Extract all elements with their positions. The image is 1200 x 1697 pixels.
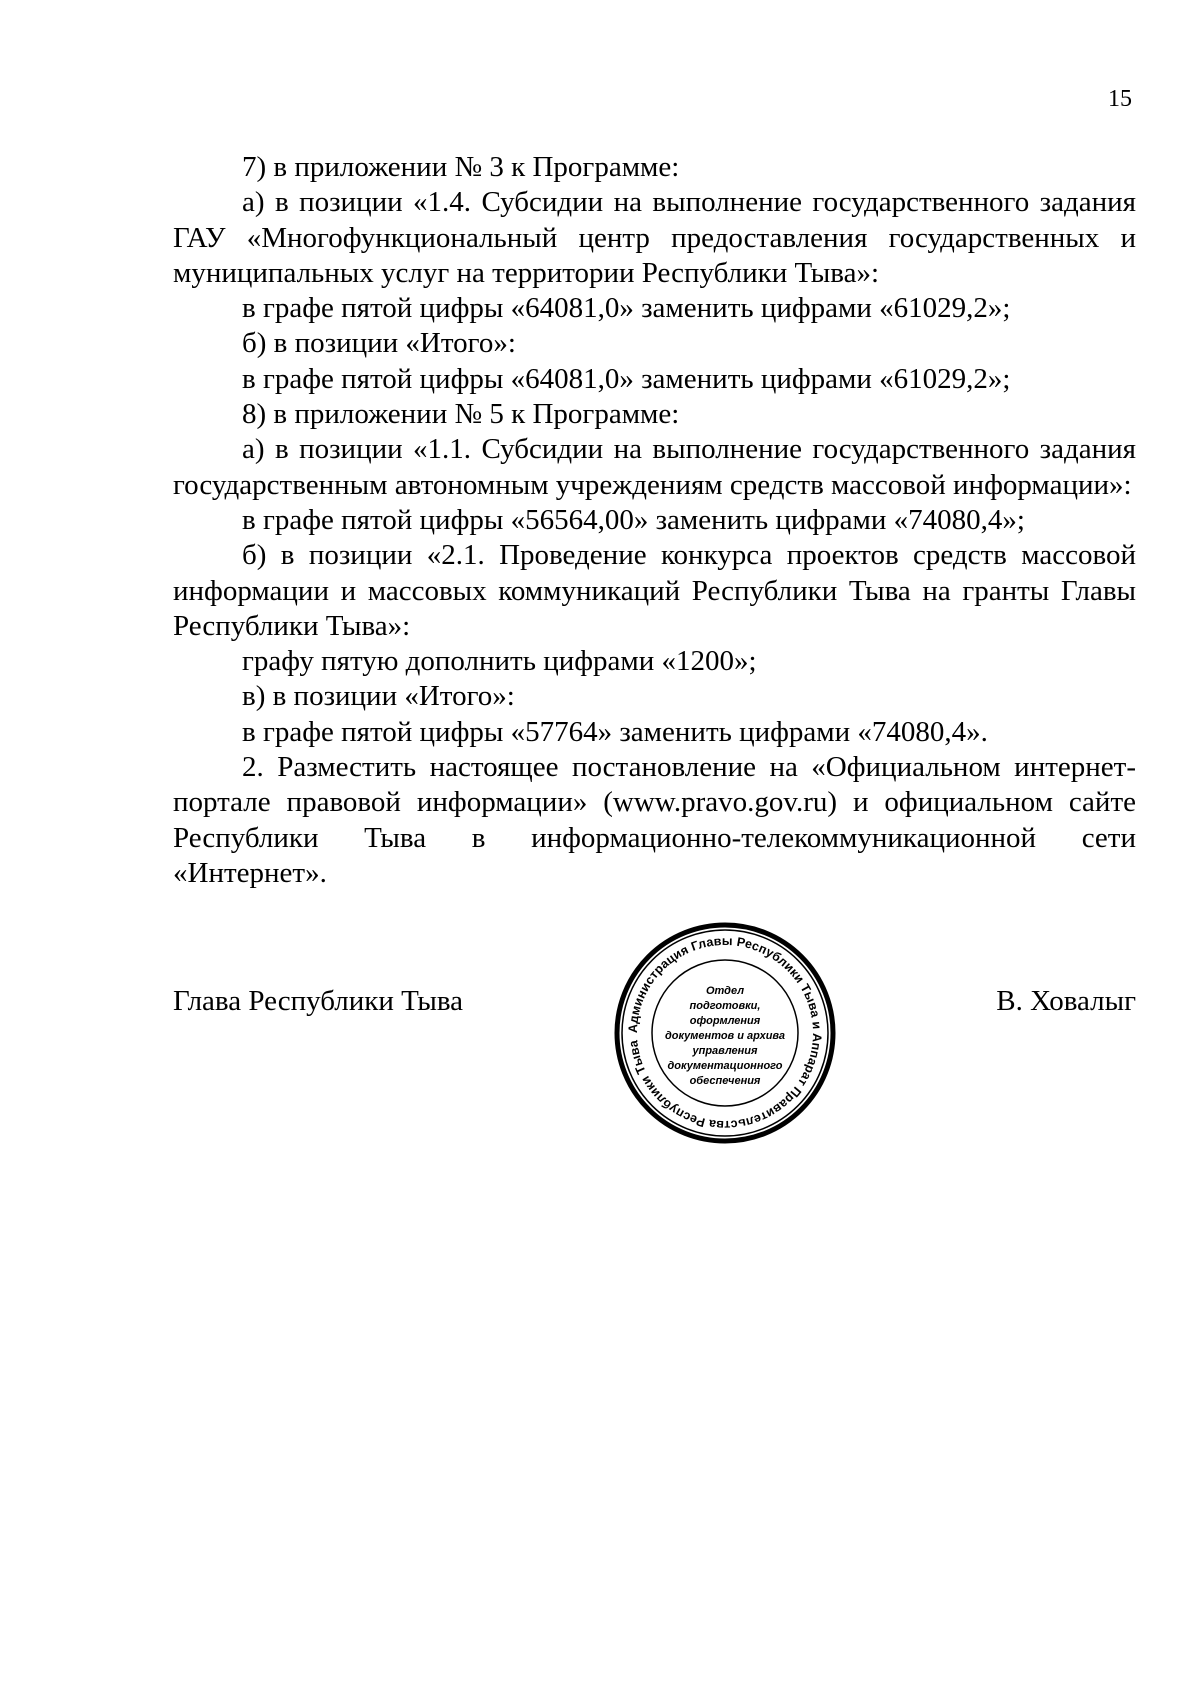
stamp-center-line: оформления [689, 1015, 761, 1027]
paragraph: а) в позиции «1.4. Субсидии на выполнение государственного задания ГАУ «Многофункциональный центр предоставления государственных и муниципальных услуг на территории Республики Тыва»: [173, 186, 1136, 289]
document-body [173, 150, 1136, 891]
paragraph: а) в позиции «1.1. Субсидии на выполнение государственного задания государственным автономным учреждениям средств массовой информации»: [173, 433, 1136, 501]
paragraph: в графе пятой цифры «64081,0» заменить цифрами «61029,2»; [242, 292, 1011, 325]
stamp-center-line: документов и архива [664, 1030, 786, 1042]
stamp-center-line: подготовки, [689, 1000, 761, 1012]
paragraph: в) в позиции «Итого»: [242, 680, 515, 713]
stamp-center-line: управления [692, 1045, 758, 1057]
page-number: 15 [1108, 86, 1132, 112]
official-stamp [610, 918, 840, 1148]
paragraph: 2. Разместить настоящее постановление на «Официальном интернет-портале правовой информации» (www.pravo.gov.ru) и официальном сайте Республики Тыва в информационно-телекоммуникационной сети «Интернет». [173, 751, 1136, 889]
paragraph: б) в позиции «2.1. Проведение конкурса проектов средств массовой информации и массовых коммуникаций Республики Тыва на гранты Главы Республики Тыва»: [173, 539, 1136, 642]
paragraph: в графе пятой цифры «57764» заменить цифрами «74080,4». [242, 715, 988, 748]
stamp-center-line: Отдел [705, 985, 745, 997]
paragraph: графу пятую дополнить цифрами «1200»; [242, 645, 757, 678]
paragraph: в графе пятой цифры «64081,0» заменить цифрами «61029,2»; [242, 362, 1011, 395]
paragraph: 7) в приложении № 3 к Программе: [242, 151, 680, 183]
stamp-ring-text: Администрация Главы Республики Тыва и Аппарат Правительства Республики Тыва [625, 933, 825, 1133]
paragraph: в графе пятой цифры «56564,00» заменить цифрами «74080,4»; [242, 503, 1025, 536]
signatory-title: Глава Республики Тыва [173, 985, 464, 1017]
paragraph: 8) в приложении № 5 к Программе: [242, 398, 680, 431]
stamp-center-line: документационного [667, 1060, 783, 1072]
signatory-name: В. Ховалыг [996, 985, 1136, 1017]
paragraph: б) в позиции «Итого»: [242, 327, 516, 360]
stamp-center-line: обеспечения [689, 1075, 761, 1087]
